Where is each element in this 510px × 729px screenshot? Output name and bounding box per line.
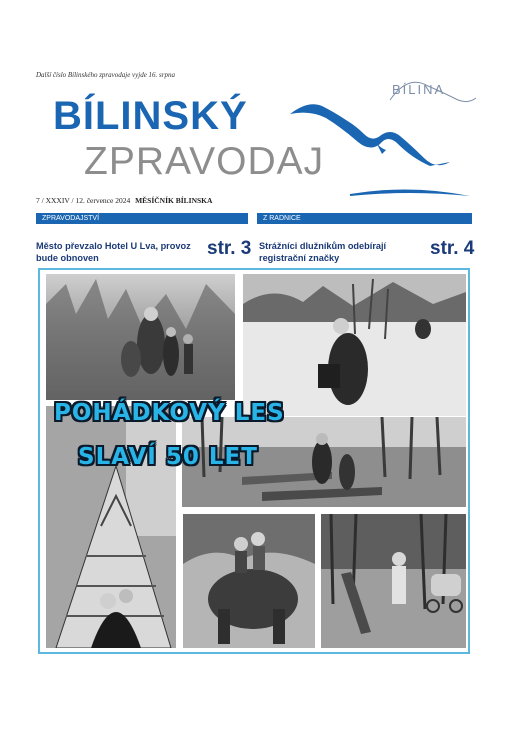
- headline-hotel-u-lva[interactable]: Město převzalo Hotel U Lva, provoz bude obnoven: [36, 241, 191, 263]
- page-ref-straznici: str. 4: [430, 238, 475, 259]
- issue-type: MĚSÍČNÍK BÍLINSKA: [135, 196, 213, 205]
- feature-title-line2: SLAVÍ 50 LET: [78, 444, 258, 470]
- bilina-logo-text: BÍLINA: [392, 82, 446, 97]
- photo-wooden-animal: [183, 514, 315, 648]
- feature-photo-frame: [38, 268, 470, 654]
- section-bar-z-radnice: Z RADNICE: [257, 213, 472, 224]
- mountain-logo-icon: [290, 62, 480, 202]
- photo-winter-snow: [243, 274, 466, 416]
- feature-title-line1: POHÁDKOVÝ LES: [54, 400, 285, 426]
- section-bar-zpravodajstvi: ZPRAVODAJSTVÍ: [36, 213, 248, 224]
- photo-teepee: [46, 406, 176, 648]
- photo-children-forest: [46, 274, 235, 400]
- masthead-title-line2: ZPRAVODAJ: [84, 140, 325, 183]
- next-issue-announcement: Další číslo Bílinského zpravodaje vyjde 16. srpna: [36, 71, 176, 79]
- issue-info: [36, 196, 212, 205]
- photo-child-pram: [321, 514, 466, 648]
- masthead-title-line1: BÍLINSKÝ: [53, 94, 248, 138]
- headline-strazníci[interactable]: Strážníci dlužníkům odebírají registrační značky: [259, 241, 387, 263]
- page-ref-hotel: str. 3: [207, 238, 252, 259]
- issue-number-date: 7 / XXXIV / 12. července 2024: [36, 196, 131, 205]
